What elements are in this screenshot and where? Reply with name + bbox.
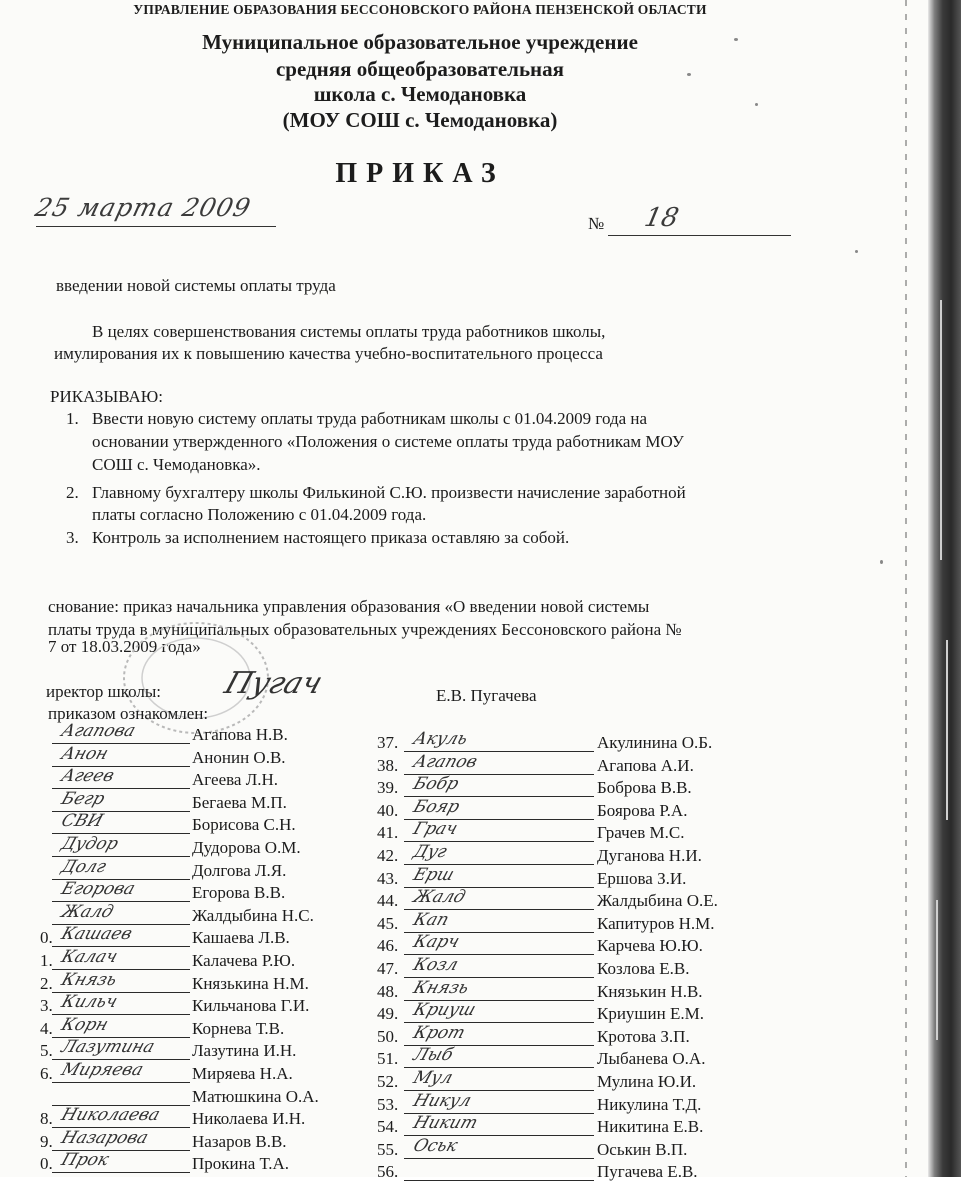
employee-name: Пугачева Е.В. [597,1162,698,1182]
row-number: 0. [40,928,53,948]
handwritten-signature: Бобр [410,774,462,795]
scan-dark-edge [928,0,961,1177]
row-number: 9. [40,1131,53,1151]
row-number: 43. [377,868,399,888]
signature-line [52,1172,190,1173]
employee-name: Миряева Н.А. [192,1064,293,1083]
employee-name: Долгова Л.Я. [192,860,287,880]
handwritten-signature: Миряева [58,1060,146,1080]
director-name: Е.В. Пугачева [436,686,537,705]
item-3-line-1: Контроль за исполнением настоящего приказа оставляю за собой. [92,528,570,547]
employee-name: Козлова Е.В. [597,959,690,978]
handwritten-date: 25 марта 2009 [32,193,255,222]
row-number: 3. [40,996,53,1016]
basis-line-3: 7 от 18.03.2009 года» [48,637,201,656]
signature-line [404,1180,594,1181]
row-number: 2. [40,973,53,993]
handwritten-signature: Долг [58,856,109,877]
handwritten-signature: Кап [410,909,452,930]
row-number: 47. [377,959,399,978]
row-number: 41. [377,823,399,843]
row-number: 6. [40,1064,53,1083]
item-number: 2. [66,483,79,502]
row-number: 4. [40,1018,53,1038]
row-number: 55. [377,1139,399,1159]
employee-name: Калачева Р.Ю. [192,951,296,970]
handwritten-signature: Бояр [410,796,463,817]
handwritten-signature: Корн [58,1014,111,1035]
employee-name: Ершова З.И. [597,868,687,888]
handwritten-signature: Мул [410,1068,456,1088]
handwritten-signature: Ерш [410,864,457,885]
row-number: 53. [377,1094,399,1114]
row-number: 40. [377,800,399,820]
handwritten-signature: Князь [58,969,120,990]
handwritten-signature: Крот [410,1022,468,1043]
school-name-line-1: Муниципальное образовательное учреждение [202,30,638,54]
row-number: 42. [377,846,399,865]
item-1-line-2: основании утвержденного «Положения о системе оплаты труда работникам МОУ [92,432,684,451]
handwritten-signature: Николаева [58,1105,163,1126]
employee-name: Корнева Т.В. [192,1018,285,1038]
employee-name: Анонин О.В. [192,747,286,767]
handwritten-signature: Анон [58,743,111,764]
scan-speck [855,250,858,253]
row-number: 49. [377,1004,399,1024]
scan-fold-line [905,0,907,1177]
employee-name: Жалдыбина Н.С. [192,905,314,925]
handwritten-signature: Кильч [58,992,121,1013]
employee-name: Агапова Н.В. [192,725,288,744]
basis-line-1: снование: приказ начальника управления образования «О введении новой системы [48,597,650,616]
handwritten-number: 18 [641,203,682,233]
row-number: 51. [377,1049,399,1069]
handwritten-signature: Никул [410,1090,474,1111]
row-number: 39. [377,778,399,798]
employee-name: Боярова Р.А. [597,800,688,820]
handwritten-signature: Никит [410,1113,481,1134]
employee-name: Карчева Ю.Ю. [597,936,703,956]
employee-name: Агапова А.И. [597,755,694,775]
employee-name: Криушин Е.М. [597,1004,704,1024]
employee-name: Лыбанева О.А. [597,1049,706,1069]
row-number: 50. [377,1026,399,1046]
director-label: иректор школы: [46,682,162,701]
employee-name: Князькина Н.М. [192,973,309,993]
signature-line [404,1158,594,1159]
scan-speck [734,38,738,41]
row-number: 54. [377,1117,399,1137]
item-1-line-3: СОШ с. Чемодановка». [92,455,261,474]
scan-speck [755,103,758,106]
item-1-line-1: Ввести новую систему оплаты труда работникам школы с 01.04.2009 года на [92,409,648,428]
row-number: 48. [377,981,399,1001]
handwritten-signature: Дудор [58,834,121,854]
row-number: 5. [40,1041,53,1061]
handwritten-signature: Калач [58,947,121,967]
handwritten-signature: Князь [410,977,472,998]
employee-name: Бегаева М.П. [192,792,287,812]
item-number: 1. [66,409,79,428]
handwritten-signature: Бегр [58,788,108,809]
handwritten-signature: Грач [410,819,461,840]
signature-line [52,1082,190,1083]
employee-name: Дуганова Н.И. [597,846,702,865]
employee-name: Агеева Л.Н. [192,770,279,790]
scan-streak [940,300,942,560]
handwritten-signature: Егорова [58,879,138,900]
department-header: УПРАВЛЕНИЕ ОБРАЗОВАНИЯ БЕССОНОВСКОГО РАЙОНА ПЕНЗЕНСКОЙ ОБЛАСТИ [133,2,707,17]
row-number: 56. [377,1162,399,1182]
handwritten-signature: Агапова [58,721,139,741]
handwritten-signature: Назарова [58,1127,151,1148]
employee-name: Мулина Ю.И. [597,1072,697,1091]
employee-name: Грачев М.С. [597,823,685,843]
employee-name: Кильчанова Г.И. [192,996,310,1016]
item-number: 3. [66,528,79,547]
handwritten-signature: Жалд [410,887,469,908]
employee-name: Оськин В.П. [597,1139,688,1159]
document-title: ПРИКАЗ [335,158,505,189]
employee-name: Жалдыбина О.Е. [597,891,718,911]
preamble-line-2: имулирования их к повышению качества учебно-воспитательного процесса [54,344,603,363]
handwritten-signature: Кашаев [58,924,135,945]
row-number: 44. [377,891,399,911]
employee-name: Капитуров Н.М. [597,913,715,933]
employee-name: Кашаева Л.В. [192,928,290,948]
school-name-abbr: (МОУ СОШ с. Чемодановка) [282,108,558,132]
employee-name: Назаров В.В. [192,1131,287,1151]
number-label: № [588,214,605,233]
director-signature: Пугач [220,666,327,701]
basis-line-2: платы труда в муниципальных образовательных учреждениях Бессоновского района № [48,620,682,639]
row-number: 45. [377,913,399,933]
order-word: РИКАЗЫВАЮ: [50,387,164,406]
handwritten-signature: Криуш [410,1000,479,1021]
handwritten-signature: Жалд [58,901,117,922]
item-2-line-2: платы согласно Положению с 01.04.2009 года. [92,505,427,524]
handwritten-signature: Агапов [410,751,480,772]
employee-name: Николаева И.Н. [192,1109,306,1129]
handwritten-signature: Лыб [410,1045,456,1066]
school-name-line-3: школа с. Чемодановка [313,82,527,106]
employee-name: Акулинина О.Б. [597,733,713,752]
scan-speck [687,73,691,76]
order-subject: введении новой системы оплаты труда [56,276,336,295]
employee-name: Кротова З.П. [597,1026,690,1046]
employee-name: Никитина Е.В. [597,1117,704,1137]
employee-name: Прокина Т.А. [192,1154,289,1174]
employee-name: Князькин Н.В. [597,981,703,1001]
preamble-line-1: В целях совершенствования системы оплаты труда работников школы, [92,322,606,341]
row-number: 38. [377,755,399,775]
scan-speck [880,560,883,564]
scan-streak [936,900,938,1040]
employee-name: Матюшкина О.А. [192,1086,319,1106]
handwritten-signature: СВИ [58,811,106,832]
employee-name: Борисова С.Н. [192,815,296,835]
row-number: 0. [40,1154,53,1174]
handwritten-signature: Акуль [410,729,471,749]
handwritten-signature: Прок [58,1150,112,1171]
familiarized-label: приказом ознакомлен: [48,704,209,723]
handwritten-signature: Дуг [410,842,450,862]
row-number: 52. [377,1072,399,1091]
row-number: 1. [40,951,53,970]
number-underline [608,235,791,236]
handwritten-signature: Козл [410,955,461,975]
employee-name: Дудорова О.М. [192,838,301,857]
handwritten-signature: Лазутина [58,1037,158,1058]
row-number: 37. [377,733,399,752]
handwritten-signature: Агеев [58,766,117,787]
date-underline [36,226,276,227]
row-number: 46. [377,936,399,956]
employee-name: Егорова В.В. [192,883,286,903]
employee-name: Боброва В.В. [597,778,692,798]
school-name-line-2: средняя общеобразовательная [275,57,565,81]
row-number: 8. [40,1109,53,1129]
scan-streak [946,640,948,820]
handwritten-signature: Карч [410,932,462,953]
employee-name: Лазутина И.Н. [192,1041,297,1061]
handwritten-signature: Оськ [410,1135,461,1156]
employee-name: Никулина Т.Д. [597,1094,702,1114]
item-2-line-1: Главному бухгалтеру школы Филькиной С.Ю. произвести начисление заработной [92,483,686,502]
